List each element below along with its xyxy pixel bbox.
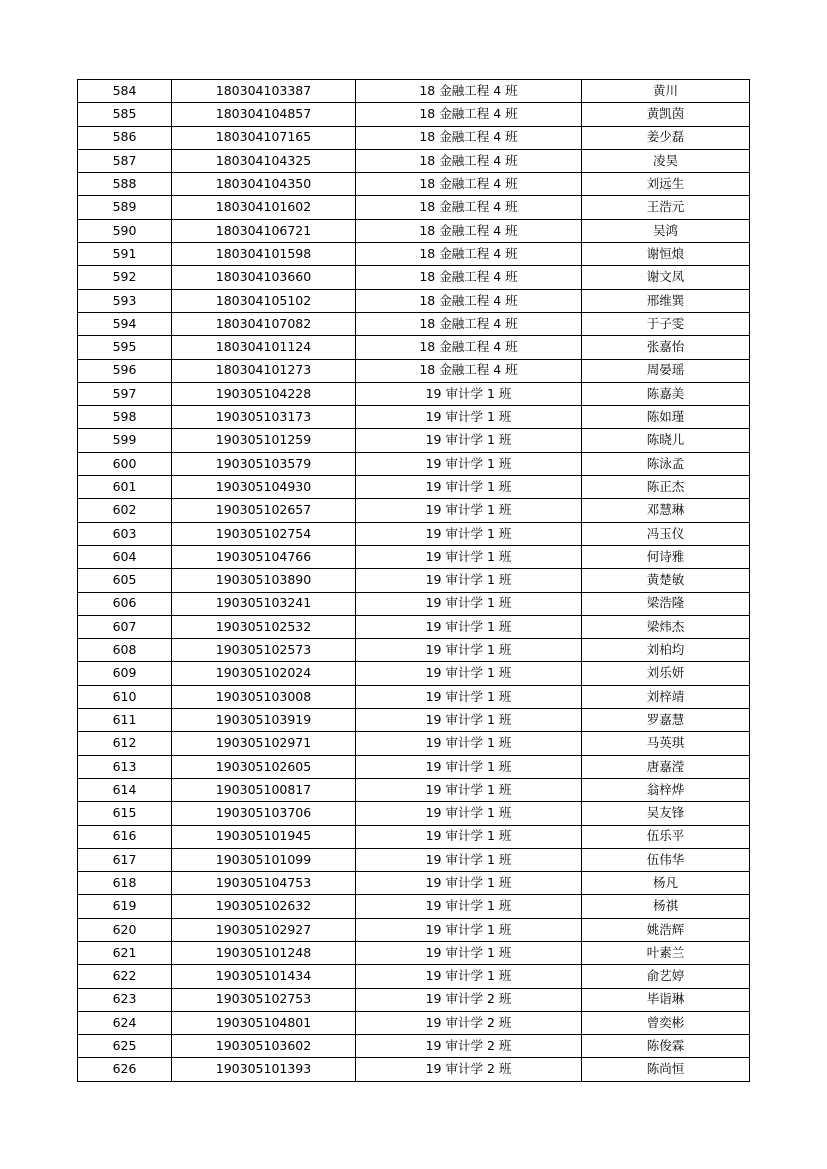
row-number-cell: 594 — [78, 312, 172, 335]
class-name-cell: 19 审计学 1 班 — [356, 545, 582, 568]
student-id-cell: 190305102927 — [172, 918, 356, 941]
class-name-cell: 19 审计学 1 班 — [356, 615, 582, 638]
table-row — [78, 173, 750, 196]
student-id-cell: 190305102754 — [172, 522, 356, 545]
table-row — [78, 452, 750, 475]
student-id-cell: 180304104350 — [172, 173, 356, 196]
class-name-cell: 19 审计学 1 班 — [356, 499, 582, 522]
class-name-cell: 19 审计学 1 班 — [356, 522, 582, 545]
class-name-cell: 19 审计学 1 班 — [356, 476, 582, 499]
table-row — [78, 848, 750, 871]
student-id-cell: 190305103173 — [172, 406, 356, 429]
table-row — [78, 872, 750, 895]
table-row — [78, 126, 750, 149]
table-row — [78, 685, 750, 708]
row-number-cell: 614 — [78, 778, 172, 801]
class-name-cell: 19 审计学 1 班 — [356, 685, 582, 708]
table-row — [78, 662, 750, 685]
row-number-cell: 612 — [78, 732, 172, 755]
row-number-cell: 613 — [78, 755, 172, 778]
student-name-cell: 姚浩辉 — [582, 918, 750, 941]
table-row — [78, 243, 750, 266]
row-number-cell: 603 — [78, 522, 172, 545]
row-number-cell: 595 — [78, 336, 172, 359]
student-id-cell: 180304101602 — [172, 196, 356, 219]
class-name-cell: 18 金融工程 4 班 — [356, 243, 582, 266]
student-id-cell: 190305104228 — [172, 382, 356, 405]
table-row — [78, 80, 750, 103]
student-name-cell: 黄凯茵 — [582, 103, 750, 126]
student-id-cell: 190305103008 — [172, 685, 356, 708]
class-name-cell: 18 金融工程 4 班 — [356, 359, 582, 382]
table-row — [78, 918, 750, 941]
row-number-cell: 588 — [78, 173, 172, 196]
table-row — [78, 709, 750, 732]
table-row — [78, 802, 750, 825]
table-row — [78, 336, 750, 359]
student-id-cell: 180304106721 — [172, 219, 356, 242]
student-name-cell: 伍乐平 — [582, 825, 750, 848]
student-id-cell: 190305101259 — [172, 429, 356, 452]
student-id-cell: 190305101434 — [172, 965, 356, 988]
student-id-cell: 190305102753 — [172, 988, 356, 1011]
row-number-cell: 615 — [78, 802, 172, 825]
table-row — [78, 732, 750, 755]
student-id-cell: 190305102024 — [172, 662, 356, 685]
table-row — [78, 615, 750, 638]
row-number-cell: 591 — [78, 243, 172, 266]
table-row — [78, 1035, 750, 1058]
class-name-cell: 19 审计学 1 班 — [356, 918, 582, 941]
table-row — [78, 755, 750, 778]
student-name-cell: 冯玉仪 — [582, 522, 750, 545]
row-number-cell: 619 — [78, 895, 172, 918]
class-name-cell: 18 金融工程 4 班 — [356, 173, 582, 196]
student-id-cell: 180304107082 — [172, 312, 356, 335]
class-name-cell: 19 审计学 1 班 — [356, 639, 582, 662]
row-number-cell: 616 — [78, 825, 172, 848]
row-number-cell: 592 — [78, 266, 172, 289]
student-name-cell: 姜少磊 — [582, 126, 750, 149]
table-row — [78, 988, 750, 1011]
student-id-cell: 180304101598 — [172, 243, 356, 266]
class-name-cell: 18 金融工程 4 班 — [356, 80, 582, 103]
class-name-cell: 19 审计学 2 班 — [356, 1035, 582, 1058]
row-number-cell: 601 — [78, 476, 172, 499]
table-row — [78, 289, 750, 312]
student-id-cell: 180304104325 — [172, 149, 356, 172]
student-name-cell: 王浩元 — [582, 196, 750, 219]
class-name-cell: 19 审计学 2 班 — [356, 1058, 582, 1081]
table-row — [78, 499, 750, 522]
row-number-cell: 606 — [78, 592, 172, 615]
student-id-cell: 190305103890 — [172, 569, 356, 592]
table-row — [78, 1011, 750, 1034]
class-name-cell: 18 金融工程 4 班 — [356, 219, 582, 242]
student-name-cell: 陈泳孟 — [582, 452, 750, 475]
student-name-cell: 马英琪 — [582, 732, 750, 755]
class-name-cell: 19 审计学 1 班 — [356, 452, 582, 475]
table-row — [78, 778, 750, 801]
class-name-cell: 18 金融工程 4 班 — [356, 103, 582, 126]
student-id-cell: 190305101945 — [172, 825, 356, 848]
student-id-cell: 180304101124 — [172, 336, 356, 359]
student-id-cell: 190305102605 — [172, 755, 356, 778]
student-id-cell: 190305103602 — [172, 1035, 356, 1058]
student-name-cell: 曾奕彬 — [582, 1011, 750, 1034]
student-name-cell: 刘远生 — [582, 173, 750, 196]
table-row — [78, 429, 750, 452]
class-name-cell: 19 审计学 1 班 — [356, 778, 582, 801]
class-name-cell: 19 审计学 1 班 — [356, 848, 582, 871]
student-name-cell: 于子雯 — [582, 312, 750, 335]
table-row — [78, 103, 750, 126]
student-name-cell: 伍伟华 — [582, 848, 750, 871]
table-row — [78, 965, 750, 988]
table-row — [78, 941, 750, 964]
table-row — [78, 312, 750, 335]
class-name-cell: 18 金融工程 4 班 — [356, 289, 582, 312]
student-id-cell: 190305103919 — [172, 709, 356, 732]
row-number-cell: 609 — [78, 662, 172, 685]
student-id-cell: 190305101393 — [172, 1058, 356, 1081]
row-number-cell: 587 — [78, 149, 172, 172]
student-id-cell: 180304107165 — [172, 126, 356, 149]
student-name-cell: 凌昊 — [582, 149, 750, 172]
class-name-cell: 18 金融工程 4 班 — [356, 336, 582, 359]
class-name-cell: 19 审计学 1 班 — [356, 732, 582, 755]
student-name-cell: 梁浩隆 — [582, 592, 750, 615]
student-id-cell: 190305102657 — [172, 499, 356, 522]
student-id-cell: 190305102532 — [172, 615, 356, 638]
student-name-cell: 俞艺婷 — [582, 965, 750, 988]
student-name-cell: 谢文凤 — [582, 266, 750, 289]
class-name-cell: 19 审计学 2 班 — [356, 1011, 582, 1034]
student-name-cell: 吴友锋 — [582, 802, 750, 825]
class-name-cell: 19 审计学 1 班 — [356, 592, 582, 615]
table-row — [78, 639, 750, 662]
row-number-cell: 598 — [78, 406, 172, 429]
student-name-cell: 周晏瑶 — [582, 359, 750, 382]
student-id-cell: 180304105102 — [172, 289, 356, 312]
row-number-cell: 621 — [78, 941, 172, 964]
student-name-cell: 邢维巽 — [582, 289, 750, 312]
class-name-cell: 19 审计学 1 班 — [356, 802, 582, 825]
row-number-cell: 610 — [78, 685, 172, 708]
table-row — [78, 895, 750, 918]
table-row — [78, 406, 750, 429]
student-name-cell: 杨祺 — [582, 895, 750, 918]
class-name-cell: 19 审计学 1 班 — [356, 406, 582, 429]
student-name-cell: 陈正杰 — [582, 476, 750, 499]
row-number-cell: 602 — [78, 499, 172, 522]
row-number-cell: 590 — [78, 219, 172, 242]
class-name-cell: 18 金融工程 4 班 — [356, 266, 582, 289]
student-name-cell: 陈俊霖 — [582, 1035, 750, 1058]
class-name-cell: 19 审计学 1 班 — [356, 872, 582, 895]
row-number-cell: 625 — [78, 1035, 172, 1058]
student-table-body — [78, 80, 750, 1082]
student-name-cell: 邓慧琳 — [582, 499, 750, 522]
student-name-cell: 谢恒烺 — [582, 243, 750, 266]
class-name-cell: 18 金融工程 4 班 — [356, 196, 582, 219]
class-name-cell: 18 金融工程 4 班 — [356, 126, 582, 149]
student-table — [77, 79, 750, 1082]
student-id-cell: 190305104766 — [172, 545, 356, 568]
student-name-cell: 刘乐妍 — [582, 662, 750, 685]
student-name-cell: 刘梓靖 — [582, 685, 750, 708]
student-id-cell: 180304101273 — [172, 359, 356, 382]
class-name-cell: 19 审计学 1 班 — [356, 965, 582, 988]
class-name-cell: 18 金融工程 4 班 — [356, 312, 582, 335]
student-id-cell: 190305102632 — [172, 895, 356, 918]
student-id-cell: 190305103579 — [172, 452, 356, 475]
row-number-cell: 599 — [78, 429, 172, 452]
student-id-cell: 190305101099 — [172, 848, 356, 871]
student-id-cell: 190305104930 — [172, 476, 356, 499]
row-number-cell: 600 — [78, 452, 172, 475]
table-row — [78, 569, 750, 592]
row-number-cell: 617 — [78, 848, 172, 871]
student-name-cell: 陈晓儿 — [582, 429, 750, 452]
row-number-cell: 586 — [78, 126, 172, 149]
row-number-cell: 626 — [78, 1058, 172, 1081]
class-name-cell: 19 审计学 1 班 — [356, 825, 582, 848]
student-name-cell: 吴鸿 — [582, 219, 750, 242]
table-row — [78, 266, 750, 289]
table-row — [78, 196, 750, 219]
student-id-cell: 190305100817 — [172, 778, 356, 801]
student-name-cell: 黄楚敏 — [582, 569, 750, 592]
row-number-cell: 585 — [78, 103, 172, 126]
student-id-cell: 190305101248 — [172, 941, 356, 964]
student-name-cell: 陈如瑾 — [582, 406, 750, 429]
student-id-cell: 190305103706 — [172, 802, 356, 825]
table-row — [78, 476, 750, 499]
row-number-cell: 593 — [78, 289, 172, 312]
student-id-cell: 190305103241 — [172, 592, 356, 615]
student-id-cell: 190305102573 — [172, 639, 356, 662]
student-id-cell: 190305104801 — [172, 1011, 356, 1034]
row-number-cell: 597 — [78, 382, 172, 405]
row-number-cell: 620 — [78, 918, 172, 941]
student-id-cell: 180304104857 — [172, 103, 356, 126]
student-name-cell: 梁炜杰 — [582, 615, 750, 638]
table-row — [78, 825, 750, 848]
row-number-cell: 605 — [78, 569, 172, 592]
student-id-cell: 180304103660 — [172, 266, 356, 289]
class-name-cell: 19 审计学 1 班 — [356, 662, 582, 685]
student-id-cell: 190305104753 — [172, 872, 356, 895]
student-name-cell: 张嘉怡 — [582, 336, 750, 359]
row-number-cell: 618 — [78, 872, 172, 895]
table-row — [78, 359, 750, 382]
row-number-cell: 584 — [78, 80, 172, 103]
row-number-cell: 608 — [78, 639, 172, 662]
row-number-cell: 604 — [78, 545, 172, 568]
row-number-cell: 623 — [78, 988, 172, 1011]
table-row — [78, 545, 750, 568]
table-row — [78, 382, 750, 405]
student-name-cell: 唐嘉滢 — [582, 755, 750, 778]
student-name-cell: 罗嘉慧 — [582, 709, 750, 732]
row-number-cell: 596 — [78, 359, 172, 382]
row-number-cell: 589 — [78, 196, 172, 219]
student-name-cell: 刘柏均 — [582, 639, 750, 662]
table-row — [78, 522, 750, 545]
class-name-cell: 19 审计学 2 班 — [356, 988, 582, 1011]
student-id-cell: 190305102971 — [172, 732, 356, 755]
class-name-cell: 19 审计学 1 班 — [356, 755, 582, 778]
table-row — [78, 592, 750, 615]
class-name-cell: 19 审计学 1 班 — [356, 429, 582, 452]
row-number-cell: 611 — [78, 709, 172, 732]
student-name-cell: 何诗雅 — [582, 545, 750, 568]
student-name-cell: 黄川 — [582, 80, 750, 103]
student-list-sheet — [77, 79, 750, 1082]
student-name-cell: 毕诣琳 — [582, 988, 750, 1011]
class-name-cell: 19 审计学 1 班 — [356, 941, 582, 964]
table-row — [78, 149, 750, 172]
row-number-cell: 607 — [78, 615, 172, 638]
student-name-cell: 叶素兰 — [582, 941, 750, 964]
class-name-cell: 19 审计学 1 班 — [356, 382, 582, 405]
student-name-cell: 翁梓烨 — [582, 778, 750, 801]
table-row — [78, 219, 750, 242]
student-id-cell: 180304103387 — [172, 80, 356, 103]
class-name-cell: 19 审计学 1 班 — [356, 709, 582, 732]
table-row — [78, 1058, 750, 1081]
student-name-cell: 陈嘉美 — [582, 382, 750, 405]
row-number-cell: 622 — [78, 965, 172, 988]
class-name-cell: 19 审计学 1 班 — [356, 569, 582, 592]
student-name-cell: 杨凡 — [582, 872, 750, 895]
student-name-cell: 陈尚恒 — [582, 1058, 750, 1081]
class-name-cell: 18 金融工程 4 班 — [356, 149, 582, 172]
class-name-cell: 19 审计学 1 班 — [356, 895, 582, 918]
row-number-cell: 624 — [78, 1011, 172, 1034]
